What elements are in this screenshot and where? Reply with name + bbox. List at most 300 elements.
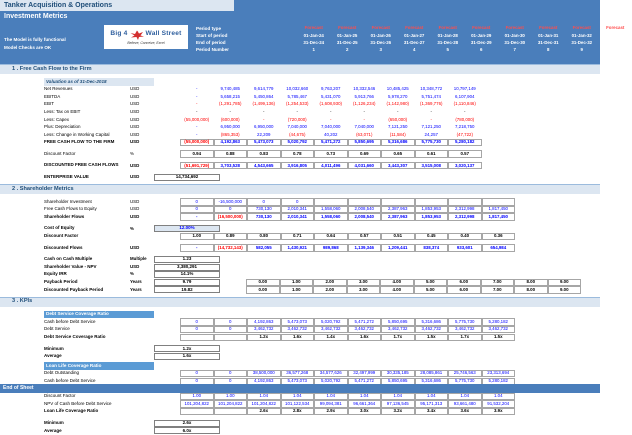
data-cell: 99,094,381 <box>314 400 348 407</box>
data-cell: 0 <box>180 378 214 385</box>
data-cell: 0 <box>214 370 248 377</box>
row-unit: USD <box>130 95 154 99</box>
data-cell: 38,500,000 <box>247 370 281 377</box>
period-start-value: 01-Jan-26 <box>364 32 398 39</box>
row-label: FREE CASH FLOW TO THE FIRM <box>0 140 130 145</box>
data-cell: 3.9x <box>482 408 516 415</box>
data-cell: 3,515,008 <box>415 162 449 169</box>
company-logo <box>104 25 188 49</box>
period-end-value: 31-Dec-25 <box>331 39 365 46</box>
section-heading-shareholder: 2 . Shareholder Metrics <box>0 184 600 194</box>
data-cell: 6,107,904 <box>448 93 482 100</box>
data-cell: 7,040,000 <box>281 124 315 131</box>
period-start-value: 01-Jan-25 <box>331 32 365 39</box>
data-cell: 5,280,182 <box>448 139 482 146</box>
cost-of-equity-input[interactable]: 12.00% <box>154 225 220 232</box>
data-cell: 1,430,921 <box>281 244 315 251</box>
row-label: Loan Life Coverage Ratio <box>0 409 130 414</box>
period-end-value: 31-Dec-28 <box>431 39 465 46</box>
row-unit: USD <box>130 265 154 269</box>
subtitle-bar-filler <box>234 11 600 22</box>
row-label: Minimum <box>0 421 130 426</box>
data-cell: 6.00 <box>447 286 481 293</box>
data-cell: 34,577,626 <box>314 370 348 377</box>
period-start-value: 01-Jan-28 <box>431 32 465 39</box>
period-column-header <box>297 24 331 53</box>
data-row <box>0 116 600 124</box>
shareholder-rows-container <box>0 198 600 221</box>
period-type-value: Forecast <box>498 24 532 32</box>
value-cells <box>180 244 515 251</box>
row-label: Shareholder Investment <box>0 200 130 205</box>
data-cell: 0 <box>180 318 214 325</box>
data-cell: 1.04 <box>415 393 449 400</box>
data-cell: 30,335,185 <box>381 370 415 377</box>
period-start-value: 01-Jan-31 <box>532 32 566 39</box>
period-column-header <box>599 24 632 53</box>
data-cell: 5,471,272 <box>348 318 382 325</box>
data-row <box>0 244 600 252</box>
period-number-value: 1 <box>297 46 331 53</box>
data-cell <box>415 198 449 205</box>
data-cell: 1.04 <box>448 393 482 400</box>
row-label: Payback Period <box>0 280 130 285</box>
data-cell: 1,558,060 <box>314 213 348 220</box>
data-cell: 28,085,861 <box>415 370 449 377</box>
page-subtitle: Investment Metrics <box>0 11 234 22</box>
data-cell: 2,387,963 <box>381 213 415 220</box>
data-row <box>0 174 600 182</box>
data-cell: 7.00 <box>481 279 515 286</box>
data-cell: 36,577,268 <box>281 370 315 377</box>
data-cell: - <box>180 101 214 108</box>
data-cell: 1.00 <box>180 393 214 400</box>
data-row <box>0 213 600 221</box>
row-unit: % <box>130 152 154 156</box>
row-label: Minimum <box>0 347 130 352</box>
data-cell: 8.00 <box>514 286 548 293</box>
data-cell <box>381 198 415 205</box>
data-cell: (47,722) <box>448 131 482 138</box>
data-cell: 10,797,149 <box>448 86 482 93</box>
data-row <box>0 162 600 170</box>
data-cell: 5,775,730 <box>448 318 482 325</box>
data-cell: 6.00 <box>447 279 481 286</box>
data-cell: 0.00 <box>246 286 280 293</box>
llcr-stats-container <box>0 419 600 434</box>
data-cell: (55,000,000) <box>180 139 214 146</box>
data-cell: 7,121,250 <box>415 124 449 131</box>
data-row <box>0 370 600 378</box>
data-cell: 5,280,182 <box>482 378 516 385</box>
data-row <box>0 93 600 101</box>
data-cell: - <box>415 116 449 123</box>
row-label: Net Revenues <box>0 87 130 92</box>
data-cell: 9,614,779 <box>247 86 281 93</box>
data-cell: (44,675) <box>281 131 315 138</box>
row-unit: USD <box>130 125 154 129</box>
data-cell: 9,740,485 <box>214 86 248 93</box>
eagle-icon <box>129 29 145 41</box>
period-number-value: 3 <box>364 46 398 53</box>
data-cell: 101,122,534 <box>281 400 315 407</box>
data-cell: 4.00 <box>380 279 414 286</box>
data-cell: - <box>180 131 214 138</box>
data-cell: - <box>180 86 214 93</box>
data-row <box>0 345 600 353</box>
data-cell: 0.61 <box>415 150 449 157</box>
data-cell: - <box>314 108 348 115</box>
data-cell: 730,130 <box>247 213 281 220</box>
period-end-value: 31-Dec-33 <box>599 39 632 46</box>
data-cell <box>180 408 214 415</box>
data-cell: 0.80 <box>247 233 281 240</box>
row-label: Debt Service <box>0 327 130 332</box>
workbook-subtitle-bar <box>0 11 600 22</box>
data-cell: 0.57 <box>448 150 482 157</box>
data-cell: 7.00 <box>481 286 515 293</box>
data-row <box>0 408 600 416</box>
period-type-value: Forecast <box>465 24 499 32</box>
data-cell: 7,040,000 <box>348 124 382 131</box>
data-cell: 5,850,695 <box>381 318 415 325</box>
data-cell: 0.36 <box>482 233 516 240</box>
data-cell: 5,020,792 <box>314 378 348 385</box>
data-cell: 1.00 <box>280 279 314 286</box>
data-cell: 5,450,864 <box>247 93 281 100</box>
data-cell: 4,192,863 <box>247 378 281 385</box>
value-cells <box>180 393 515 400</box>
data-cell: - <box>314 116 348 123</box>
data-cell: 1.04 <box>281 393 315 400</box>
period-start-value: 01-Jan-29 <box>465 32 499 39</box>
data-cell: 3.2x <box>381 408 415 415</box>
data-cell: 101,204,822 <box>247 400 281 407</box>
data-cell: 5.00 <box>414 286 448 293</box>
data-cell: - <box>180 108 214 115</box>
data-cell: 0 <box>214 326 248 333</box>
data-cell: - <box>180 124 214 131</box>
data-cell: 1.7x <box>381 334 415 341</box>
row-unit: Years <box>130 280 154 284</box>
data-cell: 5,471,272 <box>314 139 348 146</box>
row-unit: USD <box>130 200 154 204</box>
data-cell: 2,008,540 <box>348 206 382 213</box>
row-label: EBIT <box>0 102 130 107</box>
data-row <box>0 225 600 233</box>
data-row <box>0 86 600 94</box>
data-row <box>0 393 600 401</box>
data-row <box>0 263 600 271</box>
data-cell: (16,500,000) <box>214 213 248 220</box>
data-cell: -16,500,000 <box>214 198 248 205</box>
data-row <box>0 271 600 279</box>
row-label: Plus: Depreciation <box>0 125 130 130</box>
data-cell: 5,471,272 <box>348 378 382 385</box>
period-start-value: 01-Jan-30 <box>498 32 532 39</box>
period-number-value: 5 <box>431 46 465 53</box>
data-cell: 3.00 <box>347 279 381 286</box>
data-cell: 989,868 <box>314 244 348 251</box>
data-cell <box>314 198 348 205</box>
data-cell: 0 <box>214 378 248 385</box>
value-cells <box>180 233 515 240</box>
data-cell: 10,032,660 <box>281 86 315 93</box>
value-cells <box>180 370 515 377</box>
dscr-stats-container <box>0 345 600 360</box>
value-cells <box>180 150 482 157</box>
fcf-discount-factor-row <box>0 150 600 158</box>
row-label: Debt Outstanding <box>0 371 130 376</box>
data-cell: 1.5x <box>482 334 516 341</box>
logo-text-right: Wall Street <box>146 31 182 38</box>
page-title: Tanker Acquisition & Operations <box>0 0 234 11</box>
data-cell: 2,312,998 <box>448 206 482 213</box>
value-cells <box>180 162 482 169</box>
data-cell: 1.04 <box>247 393 281 400</box>
data-cell: 2.00 <box>313 286 347 293</box>
section-heading-fcf: 1 . Free Cash Flow to the Firm <box>0 64 600 74</box>
row-unit: USD <box>130 215 154 219</box>
period-number-label: Period Number <box>196 46 229 53</box>
data-cell: 4,192,863 <box>247 318 281 325</box>
section-heading-kpis: 3 . KPIs <box>0 297 600 307</box>
row-unit: USD <box>130 87 154 91</box>
data-cell: (1,291,785) <box>214 101 248 108</box>
period-type-value: Forecast <box>331 24 365 32</box>
data-cell: 0 <box>180 198 214 205</box>
data-cell: 1.00 <box>280 286 314 293</box>
period-end-value: 31-Dec-30 <box>498 39 532 46</box>
data-cell: - <box>348 116 382 123</box>
value-cells <box>246 279 581 286</box>
data-cell: 3.6x <box>448 408 482 415</box>
data-cell: (14,732,143) <box>214 244 248 251</box>
period-type-value: Forecast <box>431 24 465 32</box>
value-cells <box>180 400 515 407</box>
summary-value-box: 9.79 <box>154 279 220 286</box>
period-column-header <box>364 24 398 53</box>
data-cell: (1,254,533) <box>281 101 315 108</box>
data-cell: (720,000) <box>281 116 315 123</box>
period-column-header <box>498 24 532 53</box>
data-row <box>0 101 600 109</box>
data-cell: (650,000) <box>381 116 415 123</box>
period-number-value: 7 <box>498 46 532 53</box>
row-label: Cash on Cash Multiple <box>0 257 130 262</box>
row-unit: USD <box>130 133 154 137</box>
data-cell: 101,204,822 <box>214 400 248 407</box>
row-label: Discount Factor <box>0 394 130 399</box>
data-cell: 10,348,772 <box>415 86 449 93</box>
data-cell: 96,661,364 <box>348 400 382 407</box>
period-start-value: 01-Jan-33 <box>599 32 632 39</box>
row-label: Discount Factor <box>0 234 130 239</box>
data-cell: 0 <box>281 198 315 205</box>
row-label: Cost of Equity <box>0 226 130 231</box>
data-row <box>0 150 600 158</box>
dscr-title-row <box>0 311 600 319</box>
row-unit: USD <box>130 118 154 122</box>
row-label: Debt Service Coverage Ratio <box>0 335 130 340</box>
data-cell: 5,431,070 <box>314 93 348 100</box>
data-cell: 4,011,496 <box>314 162 348 169</box>
data-cell: (1,126,234) <box>348 101 382 108</box>
data-cell: 5,775,730 <box>448 378 482 385</box>
value-cells <box>180 198 515 205</box>
row-label: Less: Change in Working Capital <box>0 133 130 138</box>
data-cell: - <box>247 108 281 115</box>
row-unit: USD <box>130 102 154 106</box>
data-cell: 0.83 <box>247 150 281 157</box>
period-end-value: 31-Dec-31 <box>532 39 566 46</box>
data-cell: 7,121,250 <box>381 124 415 131</box>
row-label: DISCOUNTED FREE CASH FLOWS <box>0 163 130 168</box>
data-cell: (1,369,776) <box>415 101 449 108</box>
data-cell: 1.6x <box>281 334 315 341</box>
period-end-value: 31-Dec-32 <box>565 39 599 46</box>
enterprise-value-box: 14,734,692 <box>154 174 220 181</box>
value-cells <box>180 131 482 138</box>
data-cell: 5,775,730 <box>415 139 449 146</box>
row-unit: USD <box>130 140 154 144</box>
row-unit: % <box>130 227 154 231</box>
data-cell <box>214 408 248 415</box>
data-cell: 1.00 <box>214 393 248 400</box>
period-column-header <box>465 24 499 53</box>
period-column-header <box>532 24 566 53</box>
data-cell: 1.04 <box>381 393 415 400</box>
data-cell: 0.71 <box>281 233 315 240</box>
value-cells <box>180 334 515 341</box>
data-cell: 2,008,540 <box>348 213 382 220</box>
data-cell: 5,316,686 <box>415 378 449 385</box>
data-cell: 10,485,425 <box>381 86 415 93</box>
data-cell: 2.9x <box>314 408 348 415</box>
data-cell: 0.40 <box>448 233 482 240</box>
data-cell: 4,543,665 <box>247 162 281 169</box>
value-cells <box>180 86 482 93</box>
row-label: Shareholder Flows <box>0 215 130 220</box>
period-type-label: Period type <box>196 25 229 32</box>
data-cell: 5,850,695 <box>381 378 415 385</box>
value-cells <box>180 326 515 333</box>
kpi-stat-box: 1.2x <box>154 345 220 352</box>
period-number-value: 2 <box>331 46 365 53</box>
row-unit: USD <box>130 164 154 168</box>
data-cell: 1.7x <box>448 334 482 341</box>
data-cell: 2,010,341 <box>281 206 315 213</box>
row-label: Average <box>0 354 130 359</box>
data-cell: 0.89 <box>214 233 248 240</box>
data-row <box>0 278 600 286</box>
data-cell: 2.8x <box>281 408 315 415</box>
data-cell: (1,142,980) <box>381 101 415 108</box>
data-cell: 5,280,182 <box>482 318 516 325</box>
data-cell: 730,130 <box>247 206 281 213</box>
row-label: Discount Factor <box>0 152 130 157</box>
row-label: EBITDA <box>0 95 130 100</box>
row-unit: USD <box>130 246 154 250</box>
data-row <box>0 198 600 206</box>
data-cell: 24,257 <box>415 131 449 138</box>
value-cells <box>180 108 482 115</box>
data-row <box>0 139 600 147</box>
dscr-title: Debt Service Coverage Ratio <box>44 311 154 319</box>
data-cell: - <box>415 108 449 115</box>
value-cells <box>180 408 515 415</box>
data-row <box>0 419 600 427</box>
data-cell: 2,010,341 <box>281 213 315 220</box>
data-cell: 0.73 <box>314 150 348 157</box>
equity-discount-factor-row <box>0 233 600 241</box>
data-cell: 5,658,215 <box>214 93 248 100</box>
dscr-rows-container <box>0 318 600 341</box>
data-cell: 1,209,441 <box>381 244 415 251</box>
data-cell: 654,984 <box>482 244 516 251</box>
data-cell: 1.04 <box>314 393 348 400</box>
logo-tagline: Believe, Conceive, Excel <box>127 42 164 45</box>
data-cell: 1.6x <box>348 334 382 341</box>
value-cells <box>180 93 482 100</box>
data-cell: 0.69 <box>348 150 382 157</box>
data-cell: 5,785,467 <box>281 93 315 100</box>
data-cell <box>448 198 482 205</box>
data-cell: 1.04 <box>348 393 382 400</box>
data-cell: 1,817,450 <box>482 206 516 213</box>
data-cell <box>180 334 214 341</box>
data-cell: 582,055 <box>247 244 281 251</box>
row-label: Shareholder Value - NPV <box>0 265 130 270</box>
end-of-period-label: End of period <box>196 39 229 46</box>
data-row <box>0 108 600 116</box>
data-cell: 3,462,732 <box>482 326 516 333</box>
period-start-value: 01-Jan-27 <box>398 32 432 39</box>
data-cell: 3,462,732 <box>381 326 415 333</box>
data-cell: 6,950,000 <box>214 124 248 131</box>
kpi-stat-box: 6.0x <box>154 427 220 434</box>
period-type-value: Forecast <box>532 24 566 32</box>
data-cell: 1,558,060 <box>314 206 348 213</box>
header-banner <box>0 22 600 64</box>
data-cell: 5,473,073 <box>281 378 315 385</box>
value-cells <box>180 116 482 123</box>
data-cell: 3,703,528 <box>214 162 248 169</box>
data-cell: 2.00 <box>313 279 347 286</box>
shareholder-summary-container <box>0 256 600 294</box>
logo-text-left: Big 4 <box>110 31 127 38</box>
data-cell: 0.51 <box>381 233 415 240</box>
data-cell: - <box>180 213 214 220</box>
data-cell: 0 <box>180 370 214 377</box>
row-label: Less: Tax on EBIT <box>0 110 130 115</box>
summary-value-box: 3,380,291 <box>154 264 220 271</box>
data-cell: 5,316,686 <box>381 139 415 146</box>
period-type-value: Forecast <box>297 24 331 32</box>
row-label: Cash before Debt Service <box>0 379 130 384</box>
data-cell: 7,218,750 <box>448 124 482 131</box>
data-cell: 1.2x <box>247 334 281 341</box>
row-label: Discounted Flows <box>0 246 130 251</box>
data-row <box>0 206 600 214</box>
data-cell: - <box>214 108 248 115</box>
row-unit: USD <box>130 110 154 114</box>
data-cell <box>348 198 382 205</box>
data-cell: 101,204,822 <box>180 400 214 407</box>
data-cell: 1,853,953 <box>415 206 449 213</box>
data-cell: 0.00 <box>246 279 280 286</box>
data-cell: 3,462,732 <box>415 326 449 333</box>
